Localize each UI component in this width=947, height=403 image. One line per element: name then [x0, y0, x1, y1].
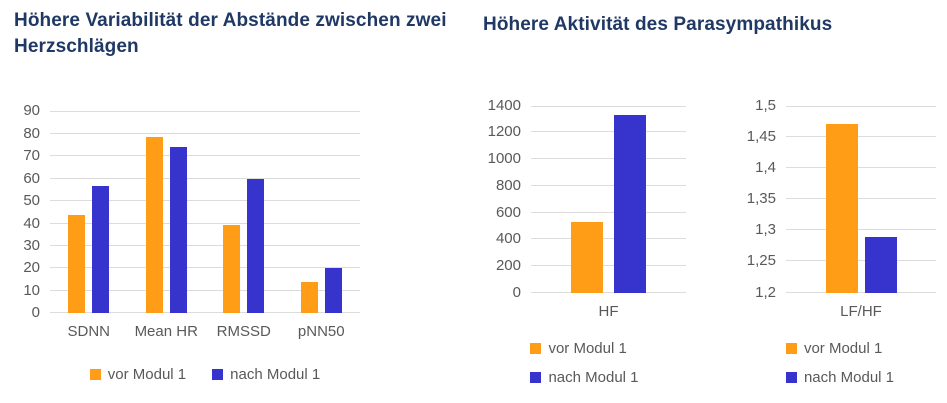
bar-group-hf: [571, 106, 646, 293]
bar-nach-modul-1-sdnn: [92, 186, 109, 313]
chart-body: [483, 96, 686, 301]
legend-item-vor-modul-1: [786, 340, 882, 357]
legend-swatch-icon: [530, 343, 541, 354]
y-axis-tick-label: 30: [23, 236, 40, 254]
y-axis-tick-label: 1,3: [755, 221, 776, 239]
legend-swatch-icon: [90, 369, 101, 380]
bar-group-sdnn: [68, 111, 109, 313]
chart-lf-hf: [744, 96, 936, 386]
y-axis-tick-label: 1,25: [746, 252, 776, 270]
y-axis-tick-label: 600: [495, 203, 521, 221]
y-axis-tick-label: 40: [23, 214, 40, 232]
x-category-label: HF: [598, 302, 619, 320]
bar-group-pnn50: [301, 111, 342, 313]
bar-vor-modul-1-rmssd: [223, 225, 240, 314]
chart-hf: [483, 96, 686, 386]
y-axis-tick-label: 1,2: [755, 283, 776, 301]
bar-vor-modul-1-mean-hr: [146, 137, 163, 313]
bar-group-rmssd: [223, 111, 264, 313]
x-category-label: pNN50: [297, 323, 345, 341]
chart-body: [14, 102, 466, 322]
bar-vor-modul-1-lf-hf: [826, 124, 858, 292]
bar-nach-modul-1-lf-hf: [865, 237, 897, 293]
x-axis-labels: [531, 303, 686, 320]
plot-area: [531, 106, 686, 293]
charts-row: [483, 96, 943, 386]
hrv-section-title: Höhere Variabilität der Abstände zwischen zwei Herzschlägen: [14, 10, 447, 57]
legend: [50, 366, 360, 383]
legend: [786, 340, 894, 386]
chart-heart-rate-variability: [14, 102, 466, 384]
bar-group-lf-hf: [826, 106, 897, 293]
y-axis-tick-label: 10: [23, 281, 40, 299]
hrv-section: [14, 8, 466, 383]
x-category-label: LF/HF: [840, 302, 882, 320]
legend-item-nach-modul-1: [530, 369, 638, 386]
y-axis-tick-label: 70: [23, 147, 40, 165]
bar-nach-modul-1-pnn50: [325, 268, 342, 313]
y-axis-tick-label: 400: [495, 230, 521, 248]
bar-vor-modul-1-hf: [571, 222, 603, 293]
y-axis-tick-label: 800: [495, 176, 521, 194]
y-axis: [14, 102, 50, 322]
chart-body: [744, 96, 936, 301]
y-axis-tick-label: 1,45: [746, 127, 776, 145]
y-axis-tick-label: 80: [23, 124, 40, 142]
legend-swatch-icon: [786, 372, 797, 383]
x-category-label: Mean HR: [134, 323, 198, 341]
bar-vor-modul-1-pnn50: [301, 282, 318, 313]
legend-label: vor Modul 1: [803, 339, 883, 357]
legend: [530, 340, 638, 386]
bar-nach-modul-1-mean-hr: [170, 147, 187, 313]
legend-item-nach-modul-1: [212, 366, 320, 383]
legend-swatch-icon: [530, 372, 541, 383]
legend-swatch-icon: [786, 343, 797, 354]
y-axis-tick-label: 60: [23, 169, 40, 187]
x-category-label: SDNN: [67, 323, 110, 341]
parasympathikus-section: [483, 12, 943, 386]
legend-item-vor-modul-1: [530, 340, 626, 357]
x-category-label: RMSSD: [216, 323, 271, 341]
y-axis-tick-label: 20: [23, 259, 40, 277]
legend-label: nach Modul 1: [230, 366, 321, 384]
y-axis-tick-label: 200: [495, 256, 521, 274]
y-axis-tick-label: 1400: [487, 96, 521, 114]
bar-group-mean-hr: [146, 111, 187, 313]
legend-item-vor-modul-1: [90, 366, 186, 383]
y-axis-tick-label: 1,4: [755, 158, 776, 176]
y-axis-tick-label: 0: [512, 283, 521, 301]
y-axis-tick-label: 1,35: [746, 190, 776, 208]
legend-swatch-icon: [212, 369, 223, 380]
legend-label: nach Modul 1: [803, 368, 895, 386]
y-axis: [483, 96, 531, 301]
legend-item-nach-modul-1: [786, 369, 894, 386]
y-axis: [744, 96, 786, 301]
y-axis-tick-label: 90: [23, 102, 40, 120]
y-axis-tick-label: 1000: [487, 150, 521, 168]
legend-label: vor Modul 1: [548, 339, 627, 357]
legend-label: nach Modul 1: [548, 368, 639, 386]
bar-nach-modul-1-rmssd: [247, 179, 264, 314]
legend-label: vor Modul 1: [107, 366, 187, 384]
y-axis-tick-label: 1,5: [755, 96, 776, 114]
y-axis-tick-label: 0: [31, 304, 40, 322]
y-axis-tick-label: 50: [23, 192, 40, 210]
plot-area: [50, 111, 360, 313]
bar-vor-modul-1-sdnn: [68, 215, 85, 314]
x-axis-labels: [786, 303, 936, 320]
plot-area: [786, 106, 936, 293]
y-axis-tick-label: 1200: [487, 123, 521, 141]
parasympathikus-section-title: Höhere Aktivität des Parasympathikus: [483, 14, 833, 35]
bar-nach-modul-1-hf: [614, 115, 646, 293]
x-axis-labels: [50, 323, 360, 340]
